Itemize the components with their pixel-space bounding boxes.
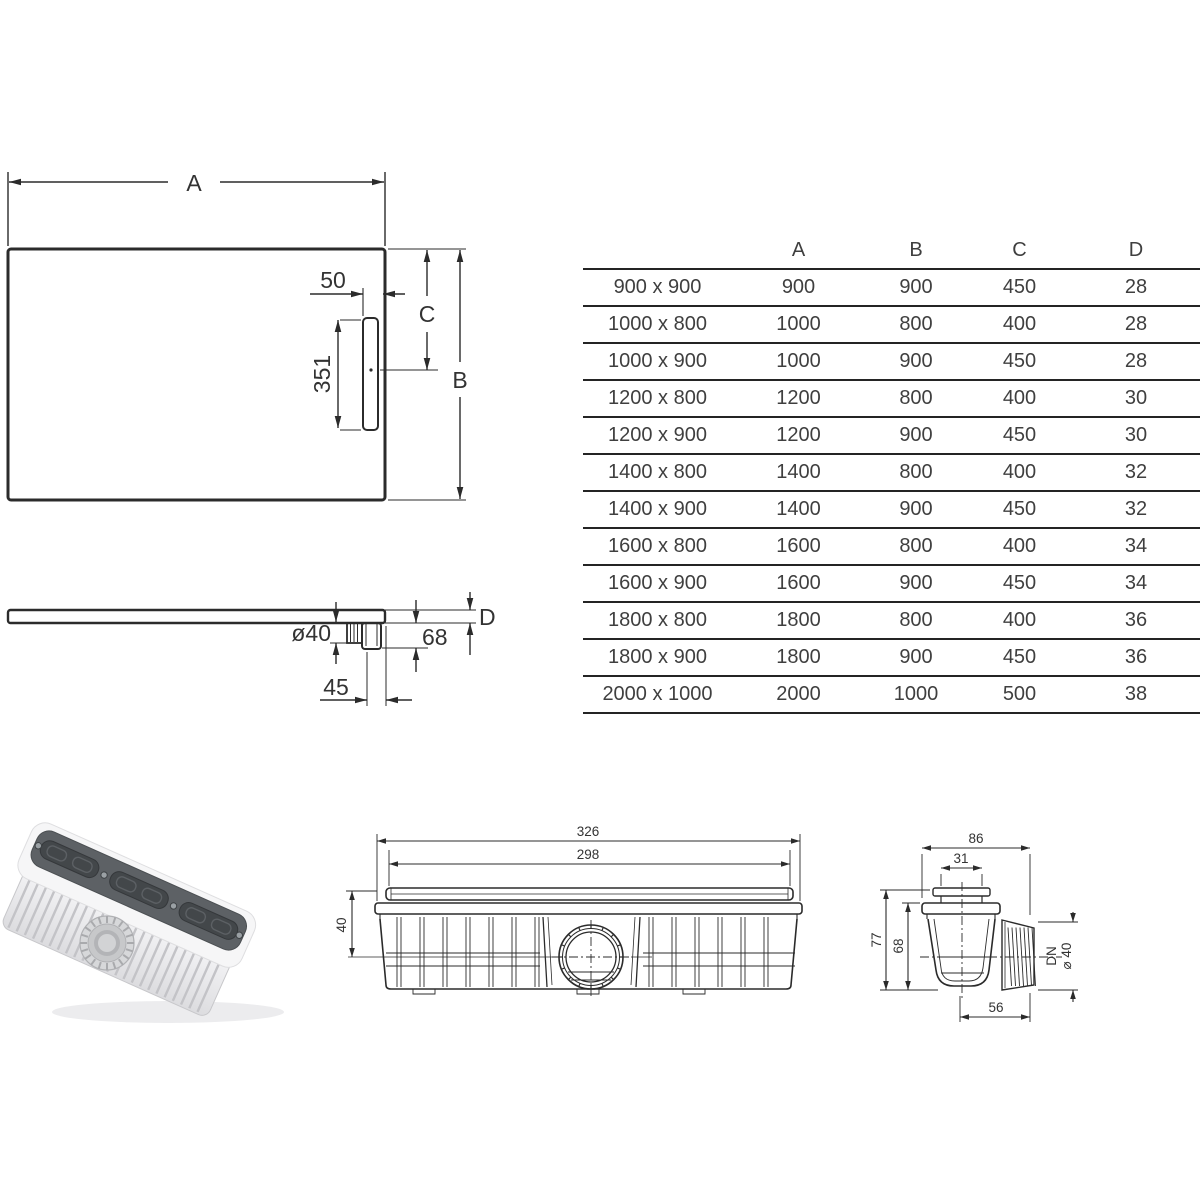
dim-label-a: A bbox=[186, 170, 202, 196]
value-cell: 400 bbox=[967, 380, 1072, 417]
value-cell: 800 bbox=[865, 454, 967, 491]
product-photo bbox=[0, 818, 284, 1023]
value-cell: 800 bbox=[865, 602, 967, 639]
value-cell: 38 bbox=[1072, 676, 1200, 713]
value-cell: 28 bbox=[1072, 343, 1200, 380]
value-cell: 800 bbox=[865, 528, 967, 565]
value-cell: 32 bbox=[1072, 454, 1200, 491]
value-cell: 500 bbox=[967, 676, 1072, 713]
dim-label-298: 298 bbox=[576, 847, 600, 862]
value-cell: 450 bbox=[967, 417, 1072, 454]
size-cell: 1400 x 900 bbox=[583, 491, 732, 528]
dim-label-31: 31 bbox=[953, 851, 969, 866]
trap-body bbox=[362, 623, 381, 649]
dim-label-68: 68 bbox=[422, 624, 448, 650]
col-header-a: A bbox=[732, 232, 865, 269]
value-cell: 900 bbox=[865, 491, 967, 528]
value-cell: 36 bbox=[1072, 639, 1200, 676]
value-cell: 450 bbox=[967, 565, 1072, 602]
table-row bbox=[583, 565, 1200, 602]
value-cell: 400 bbox=[967, 454, 1072, 491]
value-cell: 450 bbox=[967, 639, 1072, 676]
value-cell: 28 bbox=[1072, 306, 1200, 343]
col-header-b: B bbox=[865, 232, 967, 269]
corner-cell bbox=[583, 232, 732, 269]
size-cell: 1400 x 800 bbox=[583, 454, 732, 491]
col-header-d: D bbox=[1072, 232, 1200, 269]
table-row bbox=[583, 602, 1200, 639]
size-cell: 2000 x 1000 bbox=[583, 676, 732, 713]
dim-label-d: D bbox=[479, 604, 496, 630]
value-cell: 450 bbox=[967, 343, 1072, 380]
size-cell: 1800 x 800 bbox=[583, 602, 732, 639]
size-cell: 900 x 900 bbox=[583, 269, 732, 306]
dim-label-50: 50 bbox=[320, 267, 346, 293]
trap-side-drawing bbox=[869, 831, 1078, 1022]
table-row bbox=[583, 269, 1200, 306]
table-row bbox=[583, 306, 1200, 343]
dim-label-45: 45 bbox=[323, 674, 349, 700]
size-table bbox=[583, 232, 1200, 714]
table-row bbox=[583, 417, 1200, 454]
outlet-nut bbox=[80, 916, 134, 970]
value-cell: 1400 bbox=[732, 491, 865, 528]
dim-label-dn-size: ⌀ 40 bbox=[1059, 942, 1074, 970]
value-cell: 1800 bbox=[732, 602, 865, 639]
value-cell: 1000 bbox=[865, 676, 967, 713]
dim-label-o40: ø40 bbox=[291, 620, 331, 646]
value-cell: 400 bbox=[967, 306, 1072, 343]
value-cell: 1200 bbox=[732, 380, 865, 417]
size-table-header-row bbox=[583, 232, 1200, 269]
value-cell: 28 bbox=[1072, 269, 1200, 306]
dim-label-56: 56 bbox=[988, 1000, 1004, 1015]
value-cell: 400 bbox=[967, 528, 1072, 565]
value-cell: 1000 bbox=[732, 306, 865, 343]
size-cell: 1200 x 900 bbox=[583, 417, 732, 454]
value-cell: 34 bbox=[1072, 528, 1200, 565]
value-cell: 30 bbox=[1072, 380, 1200, 417]
dim-label-40: 40 bbox=[334, 917, 349, 933]
col-header-c: C bbox=[967, 232, 1072, 269]
dim-label-dn: DN bbox=[1044, 946, 1059, 966]
dim-label-326: 326 bbox=[576, 824, 600, 839]
size-cell: 1200 x 800 bbox=[583, 380, 732, 417]
value-cell: 900 bbox=[865, 565, 967, 602]
table-row bbox=[583, 639, 1200, 676]
value-cell: 1800 bbox=[732, 639, 865, 676]
value-cell: 2000 bbox=[732, 676, 865, 713]
value-cell: 1200 bbox=[732, 417, 865, 454]
side-view-drawing bbox=[8, 592, 496, 706]
table-row bbox=[583, 454, 1200, 491]
dim-label-351: 351 bbox=[309, 354, 335, 394]
size-cell: 1600 x 900 bbox=[583, 565, 732, 602]
size-cell: 1000 x 800 bbox=[583, 306, 732, 343]
value-cell: 900 bbox=[865, 269, 967, 306]
value-cell: 900 bbox=[865, 343, 967, 380]
value-cell: 36 bbox=[1072, 602, 1200, 639]
value-cell: 900 bbox=[865, 417, 967, 454]
table-row bbox=[583, 491, 1200, 528]
value-cell: 800 bbox=[865, 306, 967, 343]
size-table-body bbox=[583, 269, 1200, 713]
size-cell: 1600 x 800 bbox=[583, 528, 732, 565]
value-cell: 1400 bbox=[732, 454, 865, 491]
value-cell: 1000 bbox=[732, 343, 865, 380]
value-cell: 900 bbox=[865, 639, 967, 676]
value-cell: 900 bbox=[732, 269, 865, 306]
table-row bbox=[583, 380, 1200, 417]
value-cell: 34 bbox=[1072, 565, 1200, 602]
value-cell: 450 bbox=[967, 269, 1072, 306]
value-cell: 30 bbox=[1072, 417, 1200, 454]
dim-label-c: C bbox=[418, 301, 436, 327]
table-row bbox=[583, 676, 1200, 713]
size-cell: 1000 x 900 bbox=[583, 343, 732, 380]
value-cell: 400 bbox=[967, 602, 1072, 639]
value-cell: 450 bbox=[967, 491, 1072, 528]
value-cell: 32 bbox=[1072, 491, 1200, 528]
value-cell: 800 bbox=[865, 380, 967, 417]
channel-front-drawing bbox=[334, 824, 802, 996]
value-cell: 1600 bbox=[732, 565, 865, 602]
dim-label-86: 86 bbox=[968, 831, 984, 846]
table-row bbox=[583, 528, 1200, 565]
table-row bbox=[583, 343, 1200, 380]
dim-label-68b: 68 bbox=[891, 938, 906, 954]
value-cell: 1600 bbox=[732, 528, 865, 565]
dim-label-b: B bbox=[452, 367, 468, 393]
size-cell: 1800 x 900 bbox=[583, 639, 732, 676]
dim-label-77: 77 bbox=[869, 932, 884, 948]
top-view-drawing bbox=[8, 170, 468, 500]
